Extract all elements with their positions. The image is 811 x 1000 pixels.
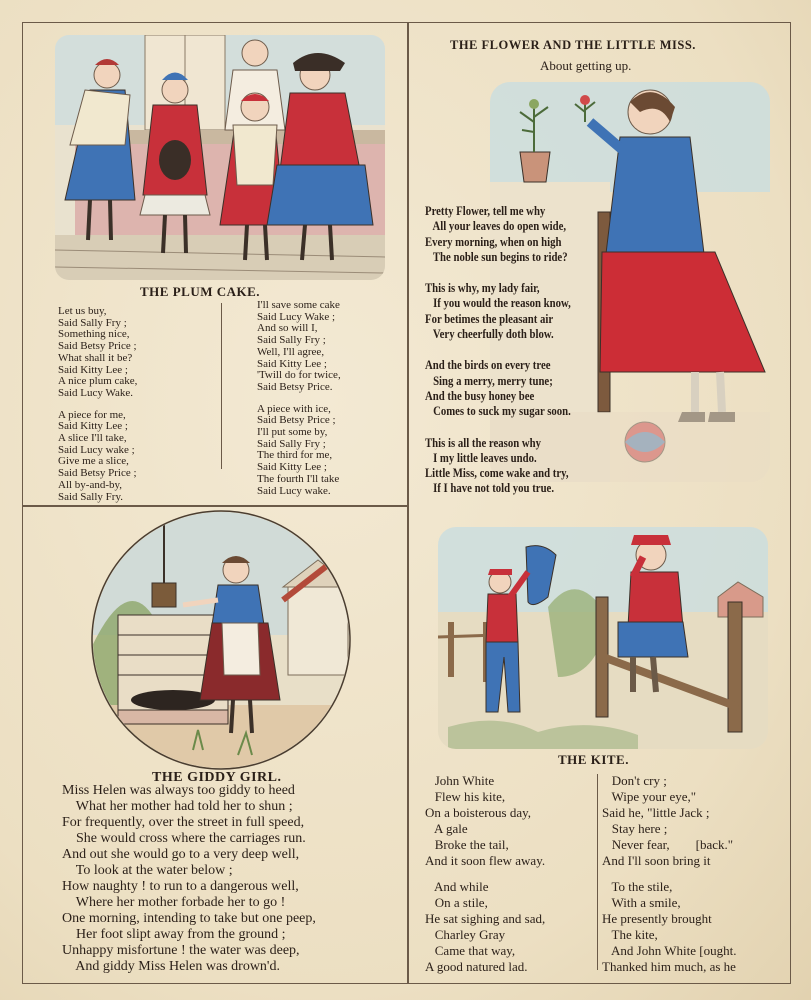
poem-line: And giddy Miss Helen was drown'd. bbox=[62, 959, 280, 974]
poem-line: Something nice, bbox=[58, 328, 130, 341]
giddy-girl-poem bbox=[62, 783, 316, 975]
poem-line: Little Miss, come wake and try, bbox=[425, 466, 569, 481]
poem-line: Said he, "little Jack ; bbox=[602, 805, 710, 820]
poem-line: A gale bbox=[425, 821, 468, 836]
poem-line: And John White [ought. bbox=[602, 943, 737, 958]
poem-line: And I'll soon bring it bbox=[602, 853, 711, 868]
stanza-break bbox=[602, 869, 736, 879]
poem-line: Flew his kite, bbox=[425, 789, 506, 804]
poem-line: What shall it be? bbox=[58, 351, 133, 364]
poem-line: One morning, intending to take but one peep, bbox=[62, 911, 316, 926]
flower-subtitle: About getting up. bbox=[540, 58, 632, 73]
poem-line: A piece for me, bbox=[58, 408, 126, 421]
poem-line: Unhappy misfortune ! the water was deep, bbox=[62, 943, 300, 958]
poem-line: Said Kitty Lee ; bbox=[58, 420, 128, 433]
poem-line: Said Kitty Lee ; bbox=[58, 363, 128, 376]
poem-line: A nice plum cake, bbox=[58, 375, 138, 388]
plum-cake-title: THE PLUM CAKE. bbox=[140, 284, 261, 299]
poem-line: Said Sally Fry ; bbox=[58, 316, 127, 329]
poem-line: Stay here ; bbox=[602, 821, 668, 836]
poem-line: I'll put some by, bbox=[257, 426, 328, 439]
poem-line: The noble sun begins to ride? bbox=[425, 249, 568, 264]
flower-poem bbox=[425, 204, 571, 497]
poem-line: And out she would go to a very deep well, bbox=[62, 847, 300, 862]
poem-line: Pretty Flower, tell me why bbox=[425, 204, 546, 218]
poem-line: Where her mother forbade her to go ! bbox=[62, 895, 286, 910]
poem-line: And the birds on every tree bbox=[425, 358, 551, 373]
plum-cake-column-separator bbox=[221, 303, 222, 469]
poem-line: What her mother had told her to shun ; bbox=[62, 799, 293, 814]
poem-line: Said Betsy Price ; bbox=[58, 467, 137, 480]
poem-line: For betimes the pleasant air bbox=[425, 311, 554, 326]
poem-line: And it soon flew away. bbox=[425, 853, 546, 868]
poem-line: All your leaves do open wide, bbox=[425, 219, 567, 234]
poem-line: If you would the reason know, bbox=[425, 296, 571, 311]
poem-line: Broke the tail, bbox=[425, 837, 509, 852]
poem-line: Never fear, [back." bbox=[602, 837, 734, 852]
plum-cake-right-column bbox=[257, 300, 341, 497]
poem-line: If I have not told you true. bbox=[425, 481, 555, 496]
poem-line: Said Kitty Lee ; bbox=[257, 461, 327, 474]
flower-title: THE FLOWER AND THE LITTLE MISS. bbox=[450, 38, 696, 52]
poem-line: To look at the water below ; bbox=[62, 863, 233, 878]
poem-line: Give me a slice, bbox=[58, 455, 129, 468]
poem-line: The third for me, bbox=[257, 449, 333, 462]
poem-line: All by-and-by, bbox=[58, 478, 123, 491]
stanza-break bbox=[425, 869, 545, 879]
kite-left-column bbox=[425, 773, 545, 975]
poem-line: He sat sighing and sad, bbox=[425, 911, 546, 926]
poem-line: For frequently, over the street in full speed, bbox=[62, 815, 305, 830]
poem-line: And the busy honey bee bbox=[425, 388, 535, 403]
poem-line: A slice I'll take, bbox=[58, 432, 127, 445]
poem-line: Well, I'll agree, bbox=[257, 345, 325, 358]
poem-line: Came that way, bbox=[425, 943, 516, 958]
poem-line: This is all the reason why bbox=[425, 435, 541, 450]
stanza-break bbox=[425, 265, 571, 281]
poem-line: A good natured lad. bbox=[425, 959, 528, 974]
poem-line: Said Sally Fry ; bbox=[257, 334, 326, 347]
poem-line: A piece with ice, bbox=[257, 402, 331, 415]
poem-line: He presently brought bbox=[602, 911, 712, 926]
poem-line: With a smile, bbox=[602, 895, 681, 910]
poem-line: I'll save some cake bbox=[257, 299, 340, 311]
poem-line: Said Betsy Price ; bbox=[257, 414, 336, 427]
stanza-break bbox=[425, 420, 571, 436]
poem-line: Let us buy, bbox=[58, 305, 107, 317]
poem-line: 'Twill do for twice, bbox=[257, 369, 341, 382]
poem-line: Said Lucy Wake. bbox=[58, 386, 133, 399]
kite-illustration bbox=[438, 527, 768, 749]
poem-line: John White bbox=[425, 773, 495, 788]
poem-line: And while bbox=[425, 879, 489, 894]
poem-line: Every morning, when on high bbox=[425, 234, 562, 249]
poem-line: Sing a merry, merry tune; bbox=[425, 373, 553, 388]
center-divider bbox=[407, 22, 409, 984]
plum-cake-left-column bbox=[58, 306, 137, 503]
plum-cake-illustration bbox=[55, 35, 385, 280]
poem-line: Said Lucy wake ; bbox=[58, 443, 135, 456]
poem-line: Said Lucy wake. bbox=[257, 484, 331, 497]
poem-line: Thanked him much, as he bbox=[602, 959, 736, 974]
poem-line: The kite, bbox=[602, 927, 658, 942]
poem-line: This is why, my lady fair, bbox=[425, 281, 540, 296]
poem-line: Very cheerfully doth blow. bbox=[425, 327, 554, 342]
poem-line: Said Lucy Wake ; bbox=[257, 310, 336, 323]
poem-line: The fourth I'll take bbox=[257, 472, 340, 485]
poem-line: Said Sally Fry. bbox=[58, 490, 123, 503]
kite-column-separator bbox=[597, 774, 598, 970]
poem-line: Her foot slipt away from the ground ; bbox=[62, 927, 286, 942]
giddy-girl-title: THE GIDDY GIRL. bbox=[152, 770, 282, 785]
kite-right-column bbox=[602, 773, 736, 975]
poem-line: Don't cry ; bbox=[602, 773, 667, 788]
poem-line: She would cross where the carriages run. bbox=[62, 831, 306, 846]
poem-line: Wipe your eye," bbox=[602, 789, 697, 804]
poem-line: How naughty ! to run to a dangerous well, bbox=[62, 879, 299, 894]
poem-line: On a stile, bbox=[425, 895, 488, 910]
poem-line: Said Betsy Price ; bbox=[58, 340, 137, 353]
poem-line: Charley Gray bbox=[425, 927, 506, 942]
poem-line: Said Betsy Price. bbox=[257, 380, 333, 393]
poem-line: Said Kitty Lee ; bbox=[257, 357, 327, 370]
poem-line: On a boisterous day, bbox=[425, 805, 532, 820]
giddy-girl-illustration bbox=[88, 505, 354, 773]
stanza-break bbox=[425, 342, 571, 358]
poem-line: Comes to suck my sugar soon. bbox=[425, 404, 571, 419]
poem-line: Said Sally Fry ; bbox=[257, 437, 326, 450]
kite-title: THE KITE. bbox=[558, 752, 629, 767]
poem-line: To the stile, bbox=[602, 879, 673, 894]
poem-line: I my little leaves undo. bbox=[425, 450, 537, 465]
poem-line: And so will I, bbox=[257, 322, 318, 335]
poem-line: Miss Helen was always too giddy to heed bbox=[62, 783, 295, 798]
